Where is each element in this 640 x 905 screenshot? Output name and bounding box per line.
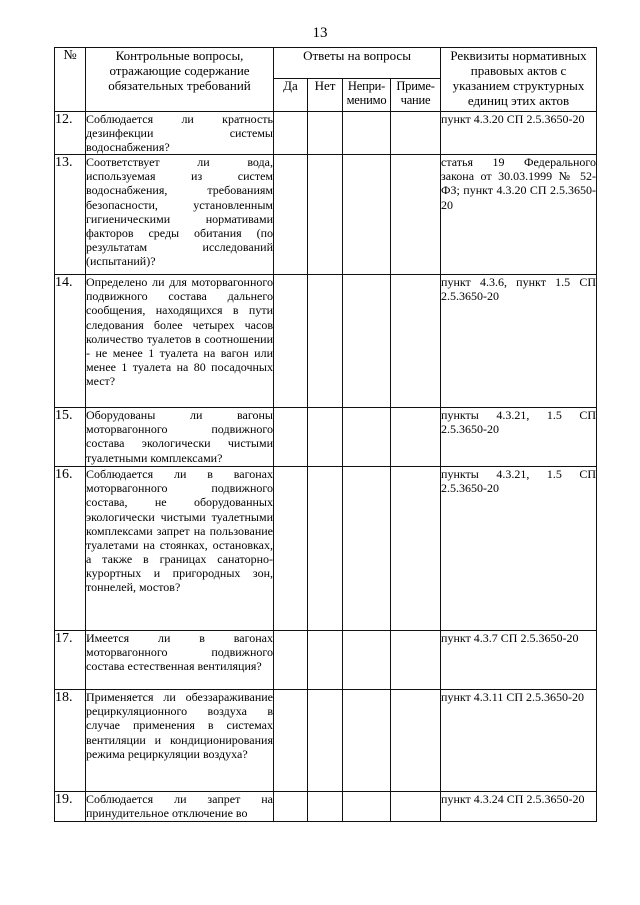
answer-not-applicable-cell[interactable] [343,690,391,792]
row-number: 14. [55,275,86,408]
answer-no-cell[interactable] [308,631,343,690]
question-text: Применяется ли обеззараживание рециркуляционного воздуха в случае применения в системах вентиляции и кондиционирования режима рециркуляции воздуха? [86,690,274,792]
table-row [55,408,597,467]
answer-not-applicable-cell[interactable] [343,792,391,822]
question-text: Соблюдается ли кратность дезинфекции системы водоснабжения? [86,112,273,155]
answer-no-cell[interactable] [308,155,343,275]
answer-note-cell[interactable] [391,155,441,275]
question-text: Оборудованы ли вагоны моторвагонного подвижного состава экологически чистыми туалетными комплексами? [86,408,274,467]
header-no: Нет [308,79,343,112]
question-text: Определено ли для моторвагонного подвижного состава дальнего сообщения, находящихся в пути следования более четырех часов количество туалетов в соотношении - не менее 1 туалета на вагон или менее 1 туалета на 80 посадочных мест? [86,275,274,408]
requisites-text: пункты 4.3.21, 1.5 СП 2.5.3650-20 [441,467,597,631]
answer-yes-cell[interactable] [274,792,308,822]
table-row [55,792,597,822]
header-not-applicable: Непри-менимо [343,79,391,112]
answer-no-cell[interactable] [308,467,343,631]
answer-yes-cell[interactable] [274,467,308,631]
question-text: Соблюдается ли в вагонах моторвагонного подвижного состава, не оборудованных экологически чистыми туалетными комплексами запрет на пользование туалетами на стоянках, остановках, а также в границах санаторно-курортных и пригородных зон, тоннелей, мостов? [86,467,274,631]
row-number: 17. [55,631,86,690]
requisites-text: статья 19 Федерального закона от 30.03.1999 № 52-ФЗ; пункт 4.3.20 СП 2.5.3650-20 [441,155,597,275]
checklist-table [54,47,597,822]
header-note: Приме-чание [391,79,441,112]
header-question: Контрольные вопросы, отражающие содержание обязательных требований [86,48,274,112]
answer-not-applicable-cell[interactable] [343,631,391,690]
answer-yes-cell[interactable] [274,275,308,408]
row-number: 13. [55,155,86,275]
table-row [55,112,597,155]
answer-note-cell[interactable] [391,467,441,631]
answer-note-cell[interactable] [391,112,441,155]
table-row [55,690,597,792]
table-row [55,275,597,408]
answer-yes-cell[interactable] [274,155,308,275]
question-text: Соблюдается ли запрет на принудительное отключение во [86,792,273,821]
row-number: 15. [55,408,86,467]
requisites-text: пункт 4.3.6, пункт 1.5 СП 2.5.3650-20 [441,275,597,408]
requisites-text: пункт 4.3.11 СП 2.5.3650-20 [441,690,597,792]
answer-no-cell[interactable] [308,408,343,467]
header-answers: Ответы на вопросы [274,48,441,79]
answer-yes-cell[interactable] [274,408,308,467]
answer-note-cell[interactable] [391,690,441,792]
answer-no-cell[interactable] [308,275,343,408]
row-number: 16. [55,467,86,631]
header-row [55,48,597,79]
answer-yes-cell[interactable] [274,112,308,155]
answer-yes-cell[interactable] [274,690,308,792]
answer-not-applicable-cell[interactable] [343,275,391,408]
table-row [55,155,597,275]
requisites-text: пункты 4.3.21, 1.5 СП 2.5.3650-20 [441,408,597,467]
header-requisites: Реквизиты нормативных правовых актов с указанием структурных единиц этих актов [441,48,597,112]
answer-no-cell[interactable] [308,792,343,822]
requisites-text: пункт 4.3.20 СП 2.5.3650-20 [441,112,597,155]
header-number: № [55,48,86,112]
row-number: 18. [55,690,86,792]
page-number: 13 [312,25,328,41]
answer-yes-cell[interactable] [274,631,308,690]
answer-note-cell[interactable] [391,275,441,408]
header-yes: Да [274,79,308,112]
requisites-text: пункт 4.3.24 СП 2.5.3650-20 [441,792,597,822]
answer-not-applicable-cell[interactable] [343,155,391,275]
answer-not-applicable-cell[interactable] [343,408,391,467]
question-text: Имеется ли в вагонах моторвагонного подвижного состава естественная вентиляция? [86,631,274,690]
answer-note-cell[interactable] [391,631,441,690]
table-row [55,467,597,631]
row-number: 12. [55,112,86,155]
answer-note-cell[interactable] [391,792,441,822]
answer-note-cell[interactable] [391,408,441,467]
row-number: 19. [55,792,86,822]
requisites-text: пункт 4.3.7 СП 2.5.3650-20 [441,631,597,690]
answer-not-applicable-cell[interactable] [343,467,391,631]
question-text: Соответствует ли вода, используемая из систем водоснабжения, требованиям безопасности, установленным гигиеническими нормативами факторов среды обитания (по результатам исследований (испытаний)? [86,155,274,275]
answer-not-applicable-cell[interactable] [343,112,391,155]
table-row [55,631,597,690]
answer-no-cell[interactable] [308,112,343,155]
answer-no-cell[interactable] [308,690,343,792]
